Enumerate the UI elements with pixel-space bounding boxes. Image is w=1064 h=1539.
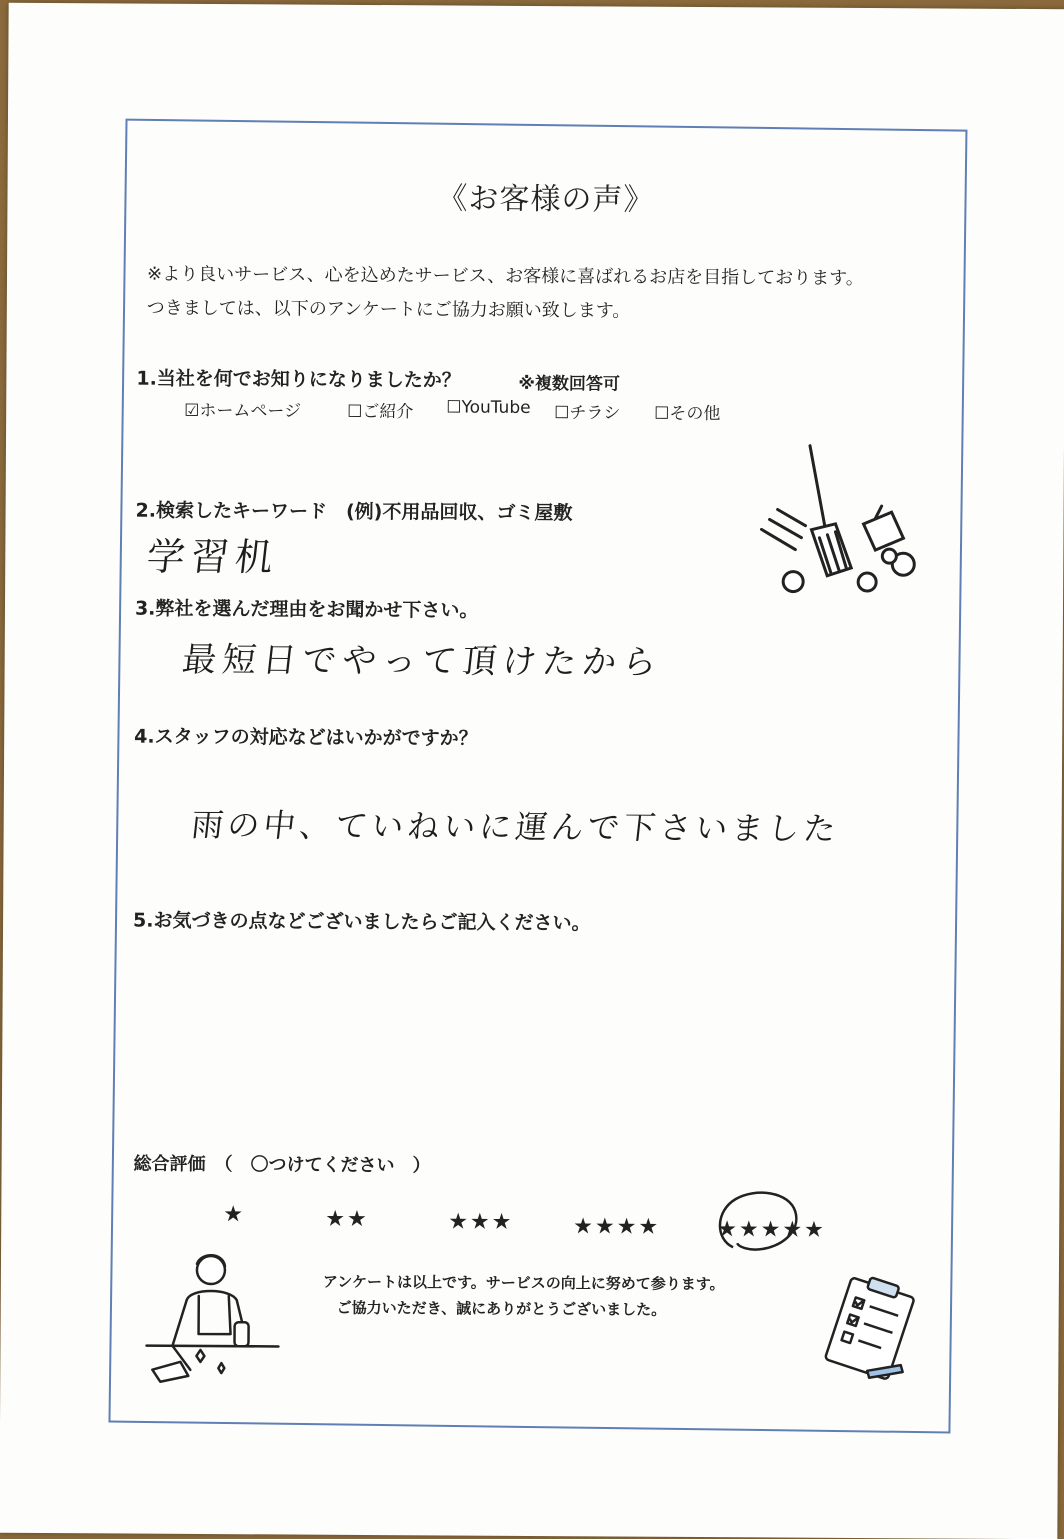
cleaning-worker-icon bbox=[138, 1248, 289, 1389]
option-youtube[interactable] bbox=[446, 397, 531, 418]
question-5-label: 5.お気づきの点などございましたらご記入ください。 bbox=[133, 909, 591, 935]
option-youtube-label: YouTube bbox=[461, 397, 531, 418]
rating-option-5[interactable]: ★★★★★ bbox=[717, 1217, 826, 1243]
option-flyer[interactable] bbox=[554, 398, 620, 423]
survey-sheet bbox=[0, 3, 1064, 1539]
broom-dustpan-icon bbox=[753, 437, 934, 598]
question-3-label: 3.弊社を選んだ理由をお聞かせ下さい。 bbox=[134, 597, 479, 622]
option-referral-label: ご紹介 bbox=[362, 401, 414, 423]
option-homepage[interactable] bbox=[184, 396, 301, 422]
rating-option-4[interactable]: ★★★★ bbox=[573, 1214, 661, 1240]
option-referral[interactable] bbox=[347, 397, 413, 422]
closing-line-1: アンケートは以上です。サービスの向上に努めて参ります。 bbox=[322, 1272, 725, 1294]
question-1-label: 1.当社を何でお知りになりましたか？ bbox=[136, 367, 461, 392]
rating-option-2[interactable]: ★★ bbox=[325, 1206, 369, 1233]
form-title: 《お客様の声》 bbox=[437, 181, 655, 218]
question-2-answer[interactable]: 学習机 bbox=[144, 534, 282, 580]
option-other-label: その他 bbox=[669, 403, 721, 425]
question-2-label: 2.検索したキーワード (例)不用品回収、ゴミ屋敷 bbox=[135, 499, 573, 525]
intro-line-2: つきましては、以下のアンケートにご協力お願い致します。 bbox=[146, 297, 631, 322]
checked-checkbox-icon[interactable]: ☑ bbox=[184, 400, 200, 421]
option-flyer-label: チラシ bbox=[569, 403, 621, 424]
checkbox-icon[interactable]: ☐ bbox=[554, 403, 570, 424]
question-1-note: ※複数回答可 bbox=[518, 373, 620, 395]
rating-label: 総合評価 （ 〇つけてください ） bbox=[133, 1153, 431, 1177]
intro-line-1: ※より良いサービス、心を込めたサービス、お客様に喜ばれるお店を目指しております。 bbox=[146, 263, 864, 290]
checkbox-icon[interactable]: ☐ bbox=[446, 397, 462, 418]
checkbox-icon[interactable]: ☐ bbox=[654, 403, 670, 424]
option-other[interactable] bbox=[654, 399, 720, 424]
rating-option-1[interactable]: ★ bbox=[223, 1202, 246, 1228]
question-4-label: 4.スタッフの対応などはいかがですか？ bbox=[134, 725, 478, 750]
selection-circle-icon bbox=[709, 1187, 809, 1258]
question-3-answer[interactable]: 最短日でやって頂けたから bbox=[180, 639, 665, 683]
closing-line-2: ご協力いただき、誠にありがとうございました。 bbox=[336, 1298, 667, 1319]
rating-option-3[interactable]: ★★★ bbox=[448, 1209, 514, 1235]
checkbox-icon[interactable]: ☐ bbox=[347, 401, 363, 422]
option-homepage-label: ホームページ bbox=[199, 400, 302, 422]
clipboard-checklist-icon bbox=[816, 1274, 927, 1385]
question-4-answer[interactable]: 雨の中、ていねいに運んで下さいました bbox=[189, 805, 842, 848]
